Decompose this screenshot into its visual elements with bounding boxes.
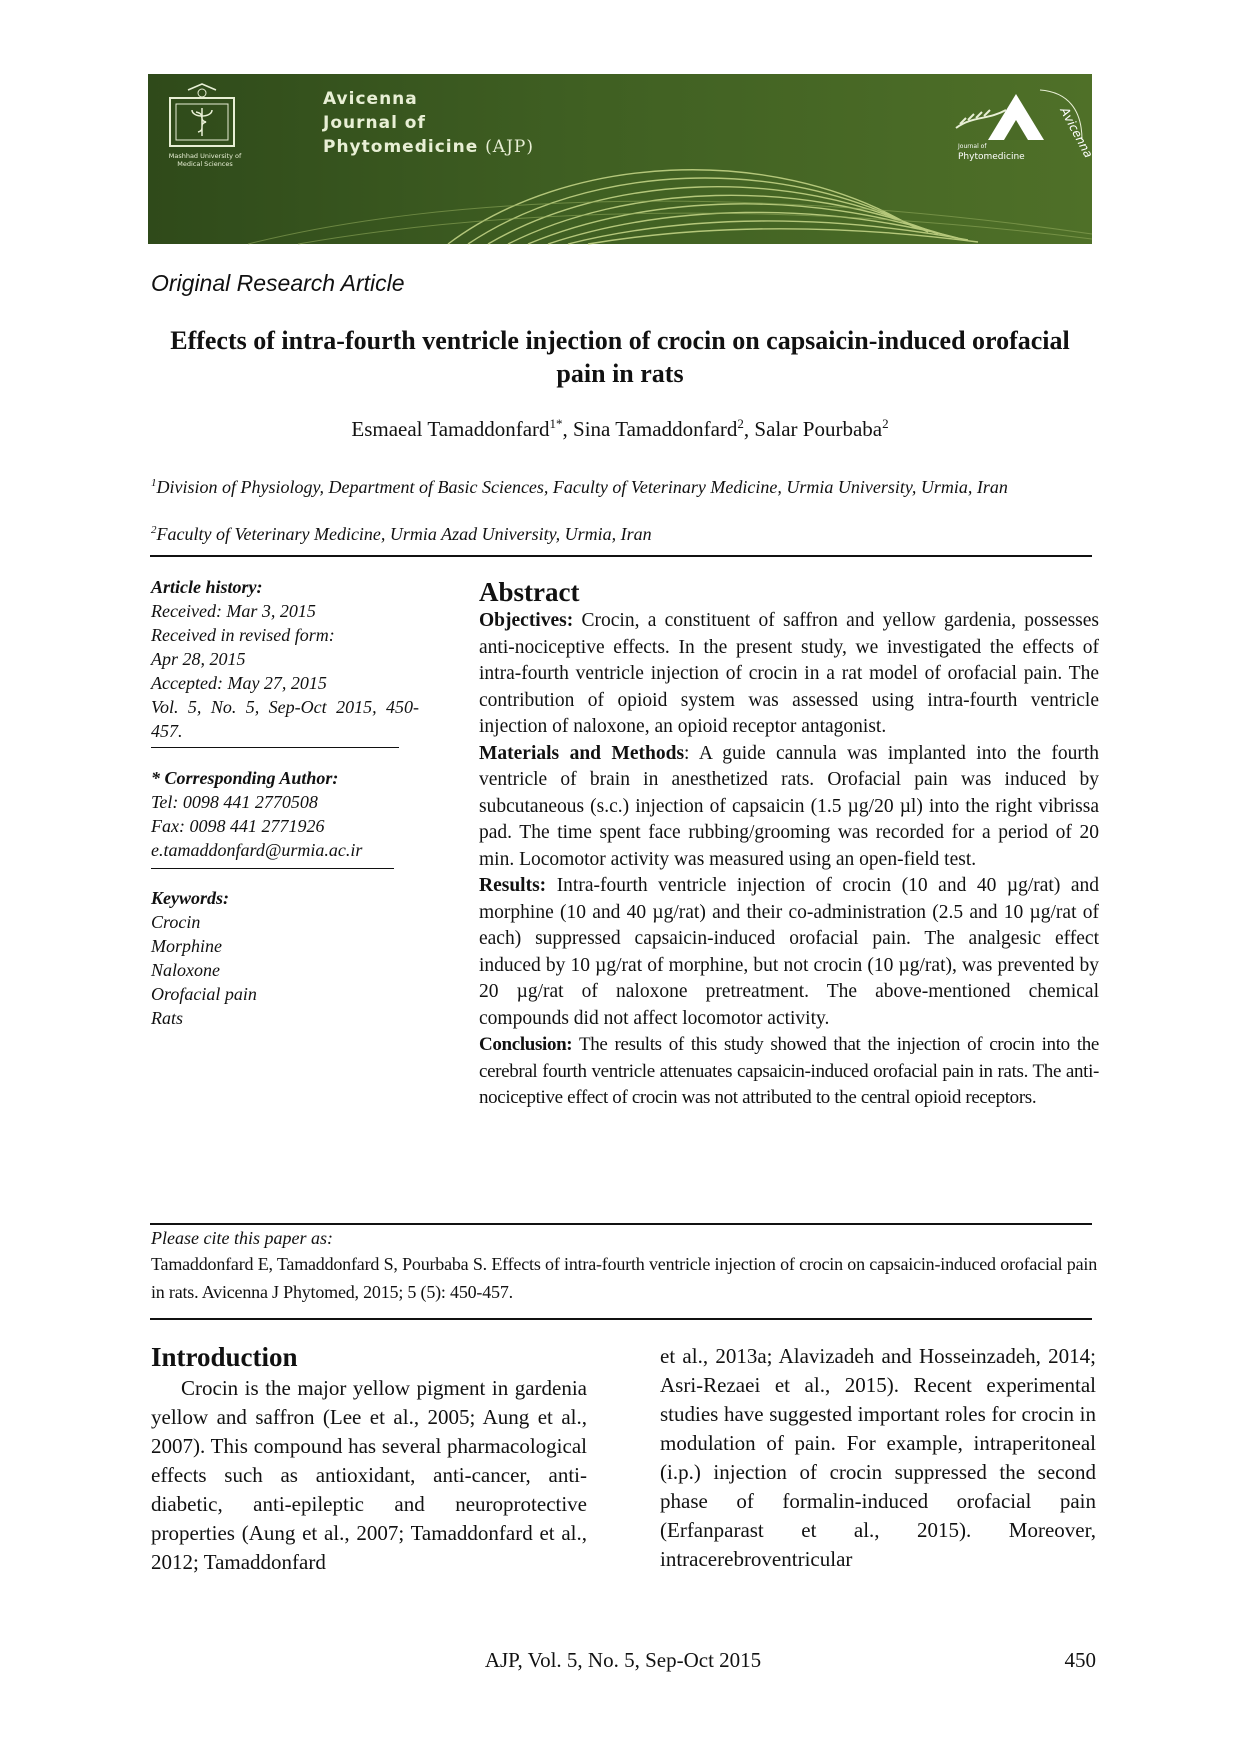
corresponding-fax: Fax: 0098 441 2771926 xyxy=(151,816,325,836)
affiliation-2: $^2$Faculty of Veterinary Medicine, Urmia Azad University, Urmia, Iran xyxy=(151,524,652,544)
keywords-heading: Keywords: xyxy=(151,888,229,908)
cite-label: Please cite this paper as: xyxy=(151,1228,333,1248)
journal-name-line3 xyxy=(323,136,534,158)
abstract-objectives: Objectives: Crocin, a constituent of saffron and yellow gardenia, possesses anti-nociceptive effects. In the present study, we investigated the effects of intra-fourth ventricle injection of crocin in a rat model of orofacial pain. The contribution of opioid system was assessed using intra-fourth ventricle injection of naloxone, an opioid receptor antagonist. xyxy=(479,610,1099,737)
corresponding-author xyxy=(151,766,419,862)
keyword-item: Rats xyxy=(151,1008,184,1028)
author-1: Esmaeal Tamaddonfard$^{1*}$, xyxy=(351,416,574,441)
keyword-item: Crocin xyxy=(151,912,201,932)
avicenna-logo-caption-main: Phytomedicine xyxy=(958,152,1025,162)
author-list xyxy=(150,416,1090,442)
author-3: Salar Pourbaba$^2$ xyxy=(754,416,889,441)
corresponding-tel: Tel: 0098 441 2770508 xyxy=(151,792,318,812)
abstract-results: Results: Intra-fourth ventricle injection of crocin (10 and 40 µg/rat) and morphine (10 and 40 µg/rat) and their co-administration (2.5 and 10 µg/rat of each) suppressed capsaicin-induced orofacial pain. The analgesic effect induced by 10 µg/rat of morphine, but not crocin (10 µg/rat), was prevented by 20 µg/rat of naloxone pretreatment. The above-mentioned chemical compounds did not affect locomotor activity. xyxy=(479,875,1099,1029)
abstract-methods: Materials and Methods: A guide cannula was implanted into the fourth ventricle of brain in anesthetized rats. Orofacial pain was induced by subcutaneous (s.c.) injection of capsaicin (1.5 µg/20 µl) into the right vibrissa pad. The time spent face rubbing/grooming was recorded for a period of 20 min. Locomotor activity was measured using an open-field test. xyxy=(479,742,1099,870)
divider-cite-top xyxy=(150,1223,1092,1225)
footer-journal: AJP, Vol. 5, No. 5, Sep-Oct 2015 xyxy=(484,1648,762,1672)
journal-name-line1: Avicenna xyxy=(323,89,418,109)
affiliation-1: $^1$Division of Physiology, Department of Basic Sciences, Faculty of Veterinary Medicine, Urmia University, Urmia, Iran xyxy=(151,477,1008,497)
abstract-body xyxy=(479,608,1099,1112)
history-received: Received: Mar 3, 2015 xyxy=(151,601,316,621)
divider-cite-bottom xyxy=(150,1318,1092,1320)
author-2: Sina Tamaddonfard$^2$, xyxy=(573,416,755,441)
avicenna-logo-word: Avicenna xyxy=(1057,104,1096,161)
keywords xyxy=(151,886,419,1030)
introduction-column-left xyxy=(151,1374,587,1577)
keyword-item: Orofacial pain xyxy=(151,984,257,1004)
journal-banner xyxy=(148,74,1096,244)
cite-text: Tamaddonfard E, Tamaddonfard S, Pourbaba S. Effects of intra-fourth ventricle injection of crocin on capsaicin-induced orofacial pain in rats. Avicenna J Phytomed, 2015; 5 (5): 450-457. xyxy=(151,1254,1097,1302)
university-emblem-icon xyxy=(166,84,238,150)
introduction-heading: Introduction xyxy=(151,1342,298,1372)
article-type: Original Research Article xyxy=(151,270,405,296)
page-number: 450 xyxy=(1064,1648,1096,1672)
abstract-conclusion: Conclusion: The results of this study showed that the injection of crocin into the cerebral fourth ventricle attenuates capsaicin-induced orofacial pain in rats. The anti-nociceptive effect of crocin was not attributed to the central opioid receptors. xyxy=(479,1034,1099,1108)
article-history-heading: Article history: xyxy=(151,577,263,597)
abstract-heading: Abstract xyxy=(479,577,580,607)
journal-name-phytomedicine: Phytomedicine xyxy=(323,137,479,157)
university-name: Mashhad University of Medical Sciences xyxy=(168,152,242,168)
article-history xyxy=(151,575,419,743)
history-volume: Vol. 5, No. 5, Sep-Oct 2015, 450-457. xyxy=(151,697,419,741)
history-revised-date: Apr 28, 2015 xyxy=(151,649,246,669)
divider-sidebar-1 xyxy=(151,747,399,748)
journal-name-line2: Journal of xyxy=(323,113,426,133)
introduction-paragraph: Crocin is the major yellow pigment in gardenia yellow and saffron (Lee et al., 2005; Aung et al., 2007). This compound has several pharmacological effects such as antioxidant, anti-cancer, anti-diabetic, anti-epileptic and neuroprotective properties (Aung et al., 2007; Tamaddonfard et al., 2012; Tamaddonfard xyxy=(151,1376,587,1574)
corresponding-author-heading: * Corresponding Author: xyxy=(151,768,339,788)
introduction-column-right xyxy=(660,1342,1096,1574)
history-revised-label: Received in revised form: xyxy=(151,625,335,645)
corresponding-email[interactable]: e.tamaddonfard@urmia.ac.ir xyxy=(151,840,363,860)
introduction-paragraph-continued: et al., 2013a; Alavizadeh and Hosseinzadeh, 2014; Asri-Rezaei et al., 2015). Recent experimental studies have suggested important roles for crocin in modulation of pain. For example, intraperitoneal (i.p.) injection of crocin suppressed the second phase of formalin-induced orofacial pain (Erfanparast et al., 2015). Moreover, intracerebroventricular xyxy=(660,1344,1096,1571)
paper-title: Effects of intra-fourth ventricle injection of crocin on capsaicin-induced orofacial pain in rats xyxy=(170,326,1070,388)
history-accepted: Accepted: May 27, 2015 xyxy=(151,673,327,693)
avicenna-logo-caption-small: Journal of xyxy=(958,143,987,150)
divider-sidebar-2 xyxy=(151,868,394,869)
avicenna-logo-caption xyxy=(958,142,1078,162)
journal-abbreviation: (AJP) xyxy=(485,137,534,157)
keyword-item: Naloxone xyxy=(151,960,220,980)
keyword-item: Morphine xyxy=(151,936,222,956)
divider-top xyxy=(150,555,1092,557)
